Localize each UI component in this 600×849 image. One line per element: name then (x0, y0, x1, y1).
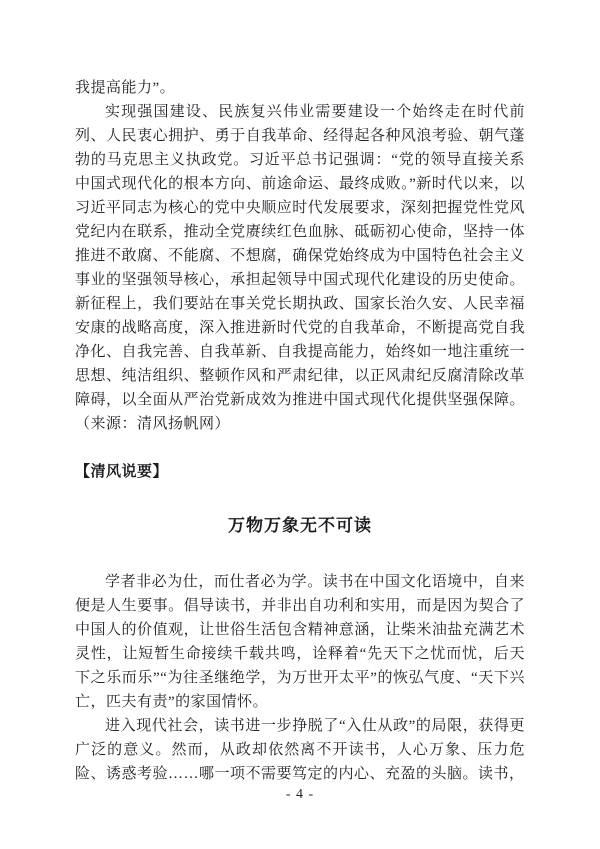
section-label: 【清风说要】 (75, 464, 169, 480)
paragraph-modern-society: 进入现代社会，读书进一步挣脱了“入仕从政”的局限，获得更广泛的意义。然而，从政却依然离不开读书，人心万象、压力危险、诱惑考验……哪一项不需要笃定的内心、充盈的头脑。读书， (75, 718, 525, 782)
page-number: - 4 - (285, 787, 315, 802)
continuation-line: 我提高能力”。 (75, 80, 176, 96)
document-body (75, 76, 525, 786)
paragraph-reading-tradition: 学者非必为仕，而仕者必为学。读书在中国文化语境中，自来便是人生要事。倡导读书，并非出自功利和实用，而是因为契合了中国人的价值观，让世俗生活包含精神意涵，让柴米油盐充满艺术灵性，让短暂生命接续千载共鸣，诠释着“先天下之忧而忧，后天下之乐而乐”“为往圣继绝学，为万世开太平”的恢弘气度、“天下兴亡，匹夫有责”的家国情怀。 (75, 574, 525, 710)
paragraph-party-building: 实现强国建设、民族复兴伟业需要建设一个始终走在时代前列、人民衷心拥护、勇于自我革命、经得起各种风浪考验、朝气蓬勃的马克思主义执政党。习近平总书记强调：“党的领导直接关系中国式现代化的根本方向、前途命运、最终成败。”新时代以来，以习近平同志为核心的党中央顺应时代发展要求，深刻把握党性党风党纪内在联系，推动全党赓续红色血脉、砥砺初心使命，坚持一体推进不敢腐、不能腐、不想腐，确保党始终成为中国特色社会主义事业的坚强领导核心，承担起领导中国式现代化建设的历史使命。新征程上，我们要站在事关党长期执政、国家长治久安、人民幸福安康的战略高度，深入推进新时代党的自我革命，不断提高党自我净化、自我完善、自我革新、自我提高能力，始终如一地注重统一思想、纯洁组织、整顿作风和严肃纪律，以正风肃纪反腐清除改革障碍，以全面从严治党新成效为推进中国式现代化提供坚强保障。（来源：清风扬帆网） (75, 104, 525, 432)
article-title: 万物万象无不可读 (228, 516, 372, 535)
